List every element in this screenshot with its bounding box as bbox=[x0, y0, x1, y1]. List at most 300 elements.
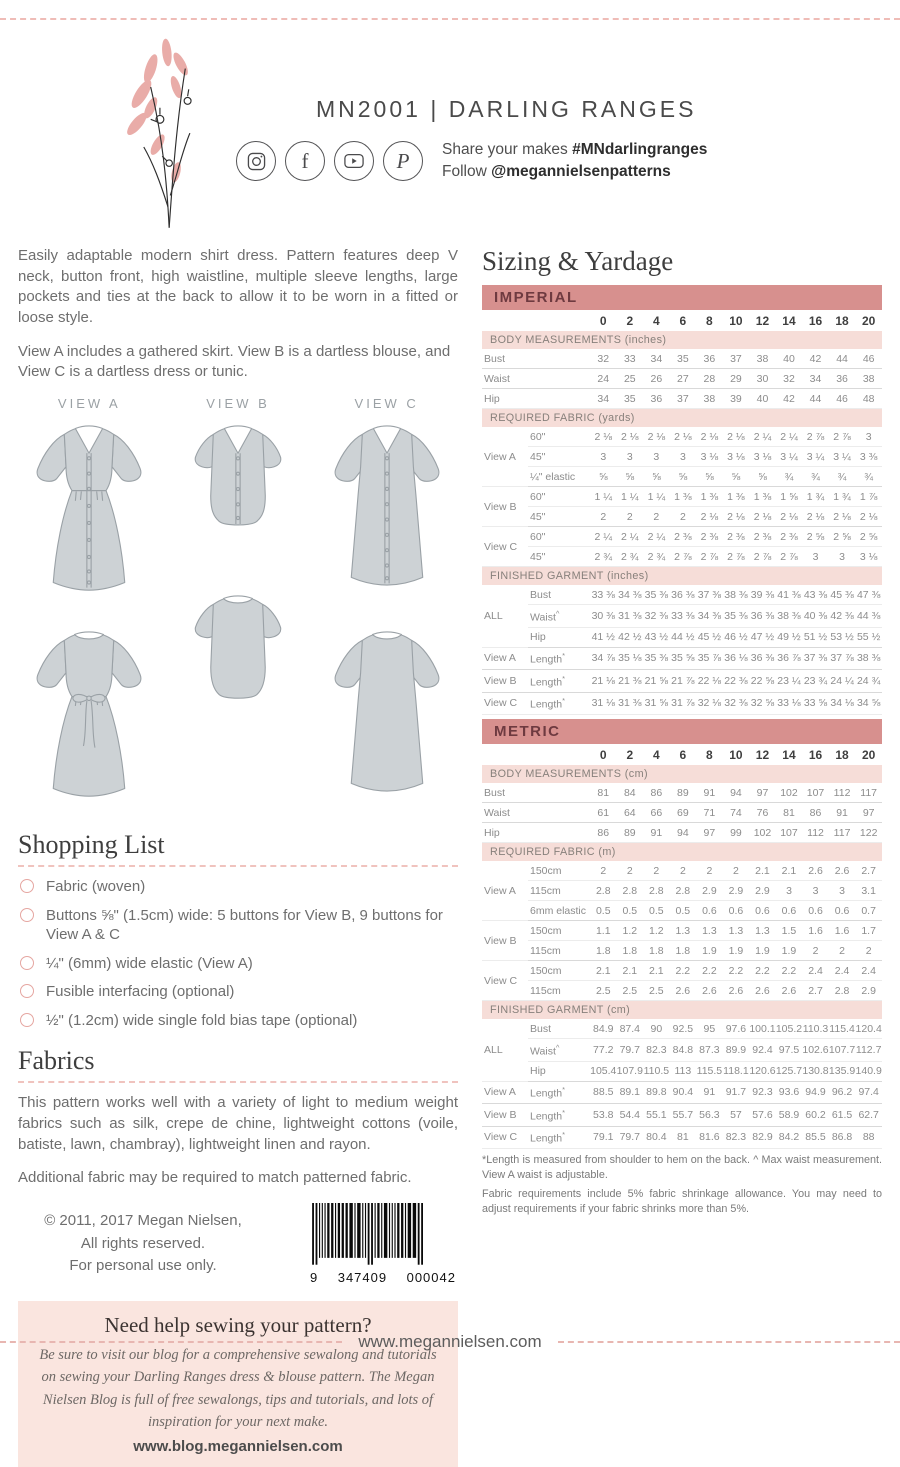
size-value-cell: 94 bbox=[670, 823, 697, 843]
size-value-cell: 102 bbox=[749, 823, 776, 843]
size-value-cell: 2 bbox=[802, 941, 829, 961]
row-label: 115cm bbox=[528, 881, 590, 901]
size-value-cell: 2.1 bbox=[776, 861, 803, 881]
left-column bbox=[18, 246, 458, 1467]
row-label: Length* bbox=[528, 1081, 590, 1104]
size-value-cell: 79.1 bbox=[590, 1126, 617, 1149]
size-value-cell: 2 ⅛ bbox=[723, 507, 750, 527]
size-value-cell: 33 ⅜ bbox=[670, 605, 697, 628]
size-value-cell: 2.2 bbox=[723, 961, 750, 981]
row-label: 115cm bbox=[528, 941, 590, 961]
size-value-cell: 32 ⅜ bbox=[643, 605, 670, 628]
copyright-line: All rights reserved. bbox=[80, 1234, 206, 1252]
size-value-cell: 1.9 bbox=[749, 941, 776, 961]
view-a-label: VIEW A bbox=[57, 396, 121, 412]
size-value-cell: 58.9 bbox=[776, 1104, 803, 1127]
row-label bbox=[528, 823, 590, 843]
size-value-cell: ⅝ bbox=[696, 467, 723, 487]
size-value-cell: 2 ⅛ bbox=[723, 427, 750, 447]
size-value-cell: 22 ⅝ bbox=[749, 670, 776, 693]
size-value-cell: 35 bbox=[670, 349, 697, 369]
size-value-cell: 2.4 bbox=[802, 961, 829, 981]
youtube-icon[interactable] bbox=[334, 141, 374, 181]
fabrics-paragraph-1: This pattern works well with a variety of light to medium weight fabrics such as silk, crepe de chine, lightweight cottons (voile, batiste, lawn, chambray), lightweight linen and rayon. bbox=[18, 1094, 458, 1153]
size-value-cell: 92.4 bbox=[749, 1039, 776, 1062]
size-value-cell: 2.4 bbox=[855, 961, 882, 981]
size-value-cell: 107 bbox=[776, 823, 803, 843]
size-value-cell: 2 bbox=[723, 861, 750, 881]
row-group-label: Bust bbox=[482, 783, 528, 803]
imperial-size-table bbox=[482, 285, 882, 715]
shopping-list bbox=[18, 877, 458, 1030]
size-value-cell: 86 bbox=[590, 823, 617, 843]
table-row bbox=[482, 1019, 882, 1039]
size-value-cell: 2 bbox=[670, 507, 697, 527]
size-value-cell: 2 ⅛ bbox=[643, 427, 670, 447]
row-label: Length* bbox=[528, 647, 590, 670]
size-value-cell: 89.9 bbox=[723, 1039, 750, 1062]
size-value-cell: 120.4 bbox=[855, 1019, 882, 1039]
size-value-cell: 2.6 bbox=[829, 861, 856, 881]
size-col-header: 0 bbox=[599, 748, 607, 762]
section-header: REQUIRED FABRIC (yards) bbox=[482, 409, 882, 428]
size-value-cell: 35 ⅜ bbox=[723, 605, 750, 628]
size-value-cell: 2 ⅛ bbox=[802, 507, 829, 527]
size-value-cell: 81 bbox=[590, 783, 617, 803]
size-value-cell: 3 bbox=[829, 881, 856, 901]
size-value-cell: 36 bbox=[829, 369, 856, 389]
footer bbox=[0, 1332, 900, 1352]
circle-bullet-icon bbox=[20, 956, 34, 970]
size-value-cell: 122 bbox=[855, 823, 882, 843]
row-group-label: View C bbox=[482, 527, 528, 567]
row-label bbox=[528, 803, 590, 823]
size-value-cell: 37 ⅜ bbox=[696, 585, 723, 605]
size-value-cell: 2 ¾ bbox=[643, 547, 670, 567]
size-col-header: 2 bbox=[626, 748, 634, 762]
size-value-cell: 24 ¾ bbox=[855, 670, 882, 693]
table-row bbox=[482, 921, 882, 941]
size-value-cell: 36 ⅞ bbox=[776, 647, 803, 670]
table-row bbox=[482, 823, 882, 843]
size-value-cell: 118.1 bbox=[723, 1061, 750, 1081]
table-row bbox=[482, 547, 882, 567]
footnote-length-waist: *Length is measured from shoulder to hem on the back. ^ Max waist measurement. View A waist is adjustable. bbox=[482, 1154, 882, 1182]
size-value-cell: ¾ bbox=[776, 467, 803, 487]
size-value-cell: 88 bbox=[855, 1126, 882, 1149]
row-label: 60" bbox=[528, 427, 590, 447]
size-value-cell: ⅝ bbox=[643, 467, 670, 487]
size-value-cell: 38 ⅜ bbox=[855, 647, 882, 670]
row-label bbox=[528, 369, 590, 389]
size-value-cell: 89 bbox=[617, 823, 644, 843]
size-value-cell: 87.4 bbox=[617, 1019, 644, 1039]
size-value-cell: 3 ⅜ bbox=[855, 447, 882, 467]
size-value-cell: 1.8 bbox=[643, 941, 670, 961]
table-row bbox=[482, 447, 882, 467]
size-value-cell: 0.6 bbox=[829, 901, 856, 921]
size-value-cell: 37 ⅜ bbox=[802, 647, 829, 670]
size-value-cell: ¾ bbox=[829, 467, 856, 487]
circle-bullet-icon bbox=[20, 908, 34, 922]
row-label: 150cm bbox=[528, 861, 590, 881]
size-table bbox=[482, 310, 882, 715]
size-value-cell: ⅝ bbox=[723, 467, 750, 487]
circle-bullet-icon bbox=[20, 984, 34, 998]
row-label: 6mm elastic bbox=[528, 901, 590, 921]
table-row bbox=[482, 647, 882, 670]
size-value-cell: 35 ⅛ bbox=[617, 647, 644, 670]
size-col-header: 14 bbox=[782, 314, 796, 328]
size-value-cell: 37 bbox=[723, 349, 750, 369]
size-value-cell: 43 ⅜ bbox=[802, 585, 829, 605]
copyright-block bbox=[18, 1210, 268, 1278]
size-value-cell: 1.1 bbox=[590, 921, 617, 941]
size-value-cell: 2 ⅜ bbox=[749, 527, 776, 547]
size-col-header: 4 bbox=[652, 748, 660, 762]
row-label: 60" bbox=[528, 527, 590, 547]
row-label: ¼" elastic bbox=[528, 467, 590, 487]
size-value-cell: 32 ⅜ bbox=[723, 692, 750, 715]
size-value-cell: 99 bbox=[723, 823, 750, 843]
size-value-cell: 84.8 bbox=[670, 1039, 697, 1062]
size-value-cell: 34 bbox=[643, 349, 670, 369]
metric-size-table bbox=[482, 719, 882, 1149]
size-value-cell: 31 ⅝ bbox=[643, 692, 670, 715]
size-value-cell: 44 ½ bbox=[670, 627, 697, 647]
row-label bbox=[528, 389, 590, 409]
table-row bbox=[482, 1081, 882, 1104]
size-value-cell: 61.5 bbox=[829, 1104, 856, 1127]
size-col-header: 8 bbox=[706, 314, 713, 328]
size-value-cell: 95 bbox=[696, 1019, 723, 1039]
size-value-cell: 51 ½ bbox=[802, 627, 829, 647]
table-row bbox=[482, 1104, 882, 1127]
size-value-cell: 97.6 bbox=[723, 1019, 750, 1039]
size-col-header: 12 bbox=[755, 314, 770, 328]
size-value-cell: 1.9 bbox=[696, 941, 723, 961]
size-value-cell: 2.6 bbox=[802, 861, 829, 881]
size-value-cell: 27 bbox=[670, 369, 697, 389]
size-value-cell: 33 ⅛ bbox=[776, 692, 803, 715]
size-value-cell: 30 ⅜ bbox=[590, 605, 617, 628]
row-label: Bust bbox=[528, 1019, 590, 1039]
list-item: Fabric (woven) bbox=[18, 877, 458, 897]
section-header: FINISHED GARMENT (inches) bbox=[482, 567, 882, 586]
size-value-cell: 57 bbox=[723, 1104, 750, 1127]
list-item: ½" (1.2cm) wide single fold bias tape (optional) bbox=[18, 1011, 458, 1031]
size-value-cell: 2 ⅞ bbox=[696, 547, 723, 567]
size-value-cell: 2.8 bbox=[643, 881, 670, 901]
table-row bbox=[482, 605, 882, 628]
size-value-cell: 120.6 bbox=[749, 1061, 776, 1081]
size-value-cell: 1.8 bbox=[617, 941, 644, 961]
row-group-label: View A bbox=[482, 427, 528, 487]
size-value-cell: 36 bbox=[696, 349, 723, 369]
size-value-cell: 117 bbox=[829, 823, 856, 843]
help-box bbox=[18, 1301, 458, 1467]
size-value-cell: 44 bbox=[829, 349, 856, 369]
table-row bbox=[482, 901, 882, 921]
size-value-cell: 97 bbox=[696, 823, 723, 843]
size-value-cell: 135.9 bbox=[829, 1061, 856, 1081]
size-value-cell: 35 ⅜ bbox=[643, 647, 670, 670]
size-value-cell: 22 ⅜ bbox=[723, 670, 750, 693]
view-a-front-illustration bbox=[25, 414, 153, 614]
list-item: Fusible interfacing (optional) bbox=[18, 982, 458, 1002]
size-value-cell: 0.6 bbox=[802, 901, 829, 921]
blog-url-link[interactable]: www.blog.megannielsen.com bbox=[133, 1437, 343, 1455]
size-value-cell: 47 ⅜ bbox=[855, 585, 882, 605]
size-value-cell: 2 ⅝ bbox=[802, 527, 829, 547]
size-value-cell: 91 bbox=[643, 823, 670, 843]
size-value-cell: 22 ⅛ bbox=[696, 670, 723, 693]
size-value-cell: 2 bbox=[617, 861, 644, 881]
size-value-cell: 45 ⅜ bbox=[829, 585, 856, 605]
size-value-cell: 54.4 bbox=[617, 1104, 644, 1127]
view-a-back-illustration bbox=[25, 620, 153, 820]
size-value-cell: 2 ¾ bbox=[617, 547, 644, 567]
size-value-cell: 30 bbox=[749, 369, 776, 389]
size-value-cell: 2.6 bbox=[723, 981, 750, 1001]
size-value-cell: 89.8 bbox=[643, 1081, 670, 1104]
table-row bbox=[482, 349, 882, 369]
section-header: FINISHED GARMENT (cm) bbox=[482, 1001, 882, 1020]
size-value-cell: 90 bbox=[643, 1019, 670, 1039]
row-group-label: ALL bbox=[482, 585, 528, 647]
row-group-label: View B bbox=[482, 921, 528, 961]
size-value-cell: 84.2 bbox=[776, 1126, 803, 1149]
size-value-cell: 115.4 bbox=[829, 1019, 856, 1039]
size-value-cell: 2.2 bbox=[776, 961, 803, 981]
size-value-cell: 69 bbox=[670, 803, 697, 823]
size-col-header: 20 bbox=[861, 748, 876, 762]
size-value-cell: 1 ⅜ bbox=[670, 487, 697, 507]
intro-paragraph-2: View A includes a gathered skirt. View B is a dartless blouse, and View C is a dartless dress or tunic. bbox=[18, 342, 451, 381]
size-value-cell: 88.5 bbox=[590, 1081, 617, 1104]
size-value-cell: 49 ½ bbox=[776, 627, 803, 647]
size-value-cell: 2 ⅛ bbox=[829, 507, 856, 527]
view-c-front-illustration bbox=[323, 414, 451, 614]
size-value-cell: 3 ¼ bbox=[829, 447, 856, 467]
barcode-number: 9 347409 000042 bbox=[310, 1269, 456, 1285]
row-group-label: View B bbox=[482, 1104, 528, 1127]
row-group-label: Waist bbox=[482, 369, 528, 389]
size-value-cell: 82.9 bbox=[749, 1126, 776, 1149]
size-value-cell: 44 bbox=[802, 389, 829, 409]
size-value-cell: 66 bbox=[643, 803, 670, 823]
size-value-cell: ⅝ bbox=[590, 467, 617, 487]
copyright-line: For personal use only. bbox=[69, 1257, 217, 1275]
row-group-label: View A bbox=[482, 861, 528, 921]
garment-views bbox=[18, 396, 458, 820]
size-value-cell: 2 bbox=[855, 941, 882, 961]
size-value-cell: 2 ⅛ bbox=[696, 427, 723, 447]
size-value-cell: 107 bbox=[802, 783, 829, 803]
size-value-cell: 2 ⅛ bbox=[776, 507, 803, 527]
size-value-cell: 42 ½ bbox=[617, 627, 644, 647]
pinterest-icon[interactable]: P bbox=[383, 141, 423, 181]
size-value-cell: ⅝ bbox=[749, 467, 776, 487]
section-header: REQUIRED FABRIC (m) bbox=[482, 843, 882, 862]
size-value-cell: 3 ¼ bbox=[776, 447, 803, 467]
size-value-cell: 0.6 bbox=[776, 901, 803, 921]
size-value-cell: 2 ¼ bbox=[643, 527, 670, 547]
size-value-cell: 107.9 bbox=[617, 1061, 644, 1081]
size-value-cell: 2 bbox=[829, 941, 856, 961]
size-value-cell: 2.5 bbox=[617, 981, 644, 1001]
size-value-cell: 37 ⅞ bbox=[829, 647, 856, 670]
size-value-cell: 2 ⅝ bbox=[829, 527, 856, 547]
size-value-cell: 89.1 bbox=[617, 1081, 644, 1104]
row-group-label: View B bbox=[482, 487, 528, 527]
table-row bbox=[482, 803, 882, 823]
table-row bbox=[482, 783, 882, 803]
row-label: 150cm bbox=[528, 961, 590, 981]
size-value-cell: 2.8 bbox=[670, 881, 697, 901]
size-value-cell: 2.2 bbox=[670, 961, 697, 981]
size-col-header: 18 bbox=[835, 314, 849, 328]
size-value-cell: 81 bbox=[776, 803, 803, 823]
size-value-cell: 34 ⅜ bbox=[617, 585, 644, 605]
size-value-cell: 2.1 bbox=[643, 961, 670, 981]
size-value-cell: 21 ⅞ bbox=[670, 670, 697, 693]
social-handle: @megannielsenpatterns bbox=[491, 163, 671, 181]
size-col-header: 4 bbox=[652, 314, 660, 328]
size-value-cell: 56.3 bbox=[696, 1104, 723, 1127]
size-value-cell: 38 ⅜ bbox=[776, 605, 803, 628]
size-value-cell: 0.6 bbox=[696, 901, 723, 921]
size-value-cell: 35 bbox=[617, 389, 644, 409]
size-value-cell: 80.4 bbox=[643, 1126, 670, 1149]
size-value-cell: 2 ¼ bbox=[749, 427, 776, 447]
size-value-cell: 33 ⅜ bbox=[590, 585, 617, 605]
table-row bbox=[482, 369, 882, 389]
size-value-cell: 41 ½ bbox=[590, 627, 617, 647]
row-label: 60" bbox=[528, 487, 590, 507]
size-value-cell: 2.6 bbox=[749, 981, 776, 1001]
size-value-cell: 55 ½ bbox=[855, 627, 882, 647]
size-value-cell: 113 bbox=[670, 1061, 697, 1081]
size-value-cell: 2 bbox=[617, 507, 644, 527]
size-value-cell: 74 bbox=[723, 803, 750, 823]
size-value-cell: 2 ⅜ bbox=[723, 527, 750, 547]
intro-paragraph-1: Easily adaptable modern shirt dress. Pattern features deep V neck, button front, high waistline, multiple sleeve lengths, large pockets and ties at the back to allow it to be worn in a fitted or loose style. bbox=[18, 247, 458, 327]
size-value-cell: 1.8 bbox=[670, 941, 697, 961]
size-value-cell: 77.2 bbox=[590, 1039, 617, 1062]
size-value-cell: 2 ⅛ bbox=[855, 507, 882, 527]
size-value-cell: 34 ⅝ bbox=[855, 692, 882, 715]
size-value-cell: 31 ⅛ bbox=[590, 692, 617, 715]
size-value-cell: 3 bbox=[829, 547, 856, 567]
table-row bbox=[482, 467, 882, 487]
size-value-cell: 97 bbox=[749, 783, 776, 803]
size-value-cell: 1.3 bbox=[696, 921, 723, 941]
circle-bullet-icon bbox=[20, 879, 34, 893]
share-text: Share your makes #MNdarlingranges bbox=[442, 141, 708, 158]
view-c-back-illustration bbox=[323, 620, 451, 820]
size-value-cell: 2.2 bbox=[696, 961, 723, 981]
size-value-cell: 38 bbox=[855, 369, 882, 389]
size-value-cell: 2.7 bbox=[802, 981, 829, 1001]
size-value-cell: 55.7 bbox=[670, 1104, 697, 1127]
size-value-cell: 105.2 bbox=[776, 1019, 803, 1039]
brand-flower-logo-icon bbox=[116, 34, 220, 235]
size-value-cell: 82.3 bbox=[723, 1126, 750, 1149]
size-value-cell: 46 ½ bbox=[723, 627, 750, 647]
size-value-cell: 2 ⅞ bbox=[802, 427, 829, 447]
size-value-cell: 2.5 bbox=[643, 981, 670, 1001]
size-table bbox=[482, 744, 882, 1149]
row-label: Hip bbox=[528, 627, 590, 647]
row-label: Length* bbox=[528, 1104, 590, 1127]
size-value-cell: 0.5 bbox=[643, 901, 670, 921]
size-value-cell: 2 bbox=[590, 507, 617, 527]
size-value-cell: 3.1 bbox=[855, 881, 882, 901]
size-value-cell: 37 bbox=[670, 389, 697, 409]
size-value-cell: 3 bbox=[617, 447, 644, 467]
size-value-cell: 91 bbox=[696, 1081, 723, 1104]
size-col-header: 10 bbox=[729, 314, 743, 328]
size-value-cell: 79.7 bbox=[617, 1126, 644, 1149]
size-value-cell: 2.8 bbox=[590, 881, 617, 901]
instagram-icon[interactable] bbox=[236, 141, 276, 181]
size-value-cell: 36 bbox=[643, 389, 670, 409]
size-value-cell: 48 bbox=[855, 389, 882, 409]
size-value-cell: 1.9 bbox=[776, 941, 803, 961]
size-value-cell: 2.5 bbox=[590, 981, 617, 1001]
size-value-cell: 1.2 bbox=[643, 921, 670, 941]
size-value-cell: 2 ⅞ bbox=[670, 547, 697, 567]
size-value-cell: 117 bbox=[855, 783, 882, 803]
size-col-header: 6 bbox=[679, 748, 687, 762]
section-header: BODY MEASUREMENTS (inches) bbox=[482, 331, 882, 349]
size-value-cell: 34 ⅞ bbox=[590, 647, 617, 670]
row-group-label: View A bbox=[482, 1081, 528, 1104]
size-value-cell: 2.1 bbox=[590, 961, 617, 981]
facebook-icon[interactable]: f bbox=[285, 141, 325, 181]
size-value-cell: 115.5 bbox=[696, 1061, 723, 1081]
size-value-cell: 25 bbox=[617, 369, 644, 389]
size-value-cell: 0.6 bbox=[749, 901, 776, 921]
header bbox=[0, 20, 900, 236]
size-value-cell: 1.2 bbox=[617, 921, 644, 941]
row-group-label: Bust bbox=[482, 349, 528, 369]
size-col-header: 16 bbox=[808, 314, 823, 328]
size-value-cell: 0.5 bbox=[617, 901, 644, 921]
size-value-cell: 1 ⅜ bbox=[749, 487, 776, 507]
size-value-cell: 3 ⅛ bbox=[749, 447, 776, 467]
size-value-cell: 0.6 bbox=[723, 901, 750, 921]
size-value-cell: 97.4 bbox=[855, 1081, 882, 1104]
table-row bbox=[482, 941, 882, 961]
size-value-cell: 2 ¾ bbox=[590, 547, 617, 567]
size-value-cell: 31 ⅞ bbox=[670, 692, 697, 715]
size-value-cell: 3 ⅛ bbox=[855, 547, 882, 567]
row-label bbox=[528, 349, 590, 369]
footer-url-link[interactable]: www.megannielsen.com bbox=[358, 1332, 542, 1351]
size-value-cell: 2 ⅞ bbox=[723, 547, 750, 567]
size-value-cell: 45 ½ bbox=[696, 627, 723, 647]
pattern-title: MN2001 | DARLING RANGES bbox=[316, 96, 697, 122]
size-value-cell: 81.6 bbox=[696, 1126, 723, 1149]
size-value-cell: 44 ⅜ bbox=[855, 605, 882, 628]
row-label: Waist^ bbox=[528, 1039, 590, 1062]
row-label: 45" bbox=[528, 507, 590, 527]
row-label: 45" bbox=[528, 447, 590, 467]
size-value-cell: 2.9 bbox=[749, 881, 776, 901]
size-value-cell: 0.5 bbox=[590, 901, 617, 921]
